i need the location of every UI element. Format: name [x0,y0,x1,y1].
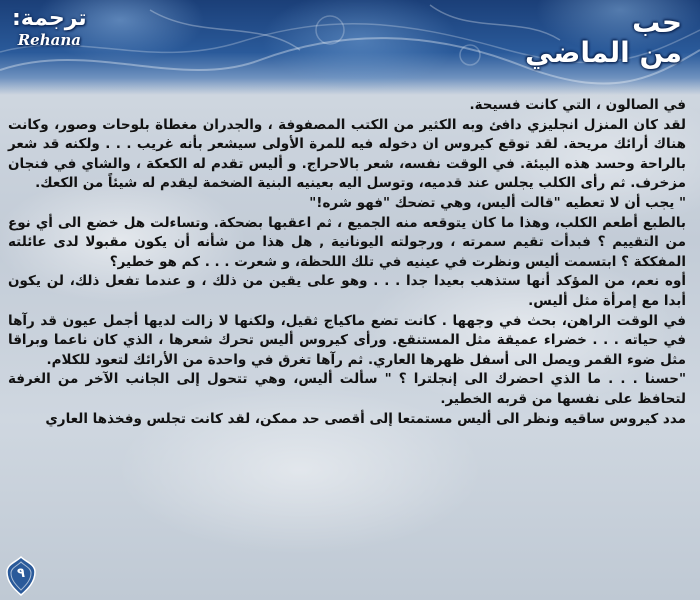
paragraph: في الوقت الراهن، بحث في وجهها . كانت تضع ماكياج ثقيل، ولكنها لا زالت لديها أجمل عيون قد رآها في حياته . . . خضراء عميقة مثل المستنقع. ورأى كيروس أليس تحرك شعرها ، الذي كان ناعما وبراقا مثل ضوء القمر ويصل الى أسفل ظهرها العاري. ثم رآها تغرق في واحدة من الأرائك لتعود للكلام. [8,312,686,368]
paragraph: بالطبع أطعم الكلب، وهذا ما كان يتوقعه منه الجميع ، ثم اعقبها بضحكة. وتساءلت هل خضع الى أي نوع من التقييم ؟ فبدأت تقيم سمرته ، ورجولته اليونانية , هل هذا من شأنه أن يكون مقبولا لدى عائلته المفككة ؟ ابتسمت أليس ونظرت في عينيه في تلك اللحظة، و شعرت . . . كم هو خطير؟ [8,214,686,270]
paragraph: "حسنا . . . ما الذي احضرك الى إنجلترا ؟ " سألت أليس، وهي تتحول إلى الجانب الآخر من الغرفة لتحافظ على نفسها من قربه الخطير. [8,371,686,407]
page-number-badge [4,556,38,596]
paragraph: مدد كيروس ساقيه ونظر الى أليس مستمتعا إلى أقصى حد ممكن، لقد كانت تجلس وفخذها العاري [45,410,686,427]
paragraph: في الصالون ، التي كانت فسيحة. [469,97,686,113]
credit-label: ترجمة: [12,6,87,31]
title-line-2: من الماضي [524,36,682,69]
credit-name: Rehana [17,31,81,49]
story-text [8,96,686,429]
page-number: ٩ [17,566,25,581]
paragraph: أوه نعم، من المؤكد أنها ستذهب بعيدا جدا . . . وهو على يقين من ذلك ، و عندما تفعل ذلك، لن يكون أبدا مع إمرأة مثل أليس. [8,273,686,309]
title-line-1: حب [632,6,682,39]
translator-credit [12,6,87,48]
header-banner [0,0,700,95]
page-title [525,8,682,68]
paragraph: " يجب أن لا تعطيه "قالت أليس، وهي تضحك "فهو شره!" [309,194,686,211]
paragraph: لقد كان المنزل انجليزي دافئ وبه الكثير من الكتب المصفوفة ، والجدران مغطاة بلوحات وصور، وكانت هناك أرائك مريحة. لقد توقع كيروس ان دخوله فيه للمرة الأولى سيشعر بأنه غريب . . . ولكنه قد شعر بالراحة وحسد هذه البيئة. في الوقت نفسه، شعر بالاحراج. و أليس تقدم له الكعكة ، والشاي في فنجان مزخرف. ثم رأى الكلب يجلس عند قدميه، وتوسل اليه بعينيه البنية الضخمة ليقدم له شيئاً من الكعك. [8,116,686,192]
